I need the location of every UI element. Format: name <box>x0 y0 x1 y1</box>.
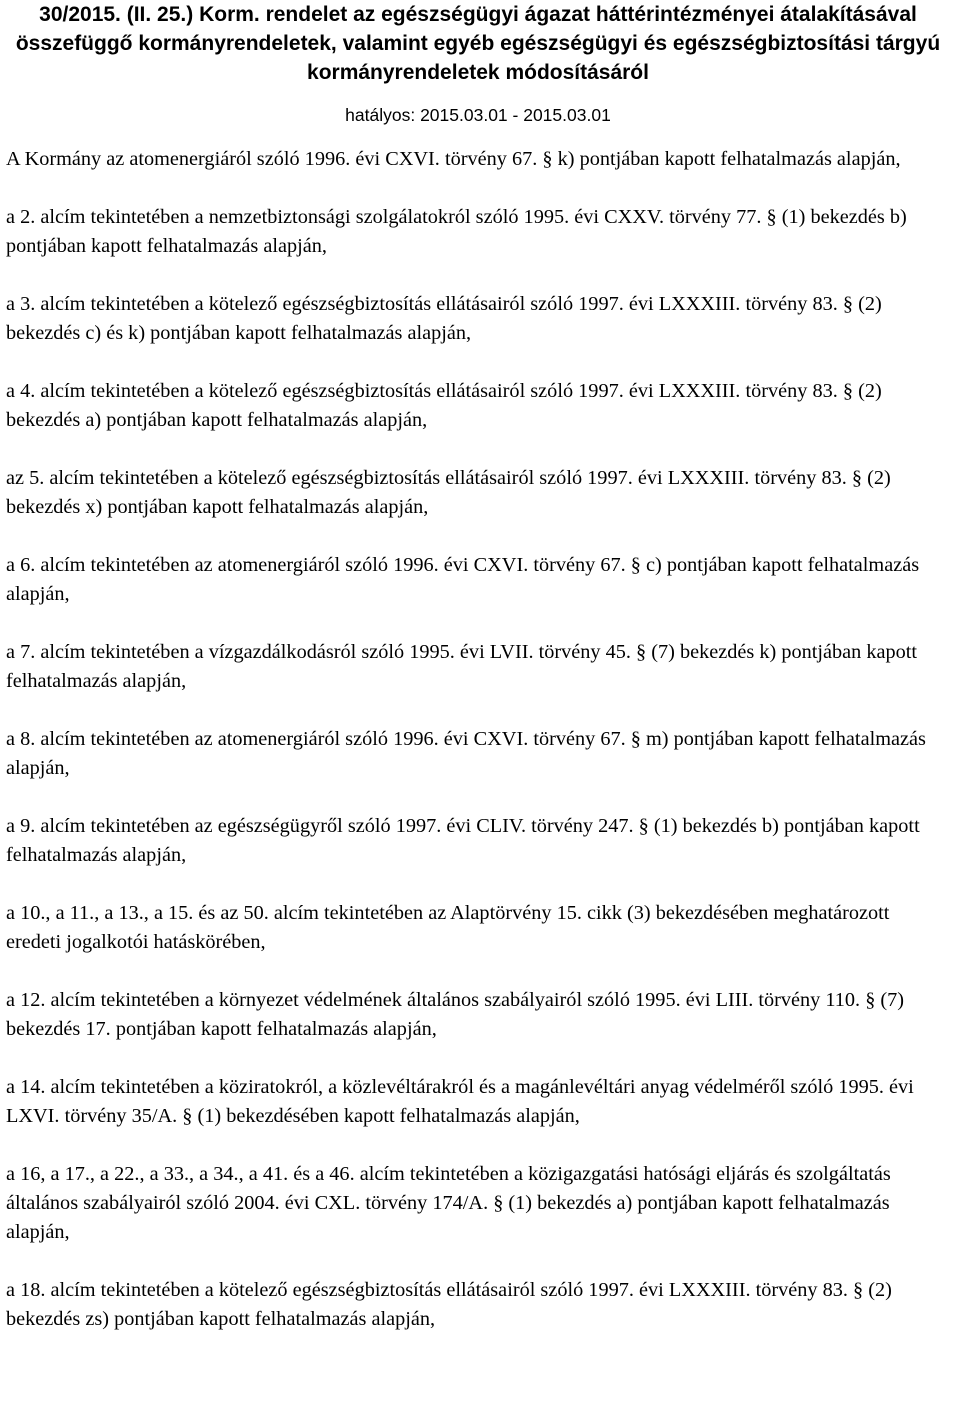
preamble-paragraph: a 16, a 17., a 22., a 33., a 34., a 41. és a 46. alcím tekintetében a közigazgatási hatósági eljárás és szolgáltatás általános szabályairól szóló 2004. évi CXL. törvény 174/A. § (1) bekezdés a) pontjában kapott felhatalmazás alapján, <box>6 1163 891 1243</box>
document-page <box>6 0 950 1363</box>
preamble-paragraph: a 3. alcím tekintetében a kötelező egészségbiztosítás ellátásairól szóló 1997. évi LXXXIII. törvény 83. § (2) bekezdés c) és k) pontjában kapott felhatalmazás alapján, <box>6 293 882 344</box>
validity-dates: hatályos: 2015.03.01 - 2015.03.01 <box>345 105 611 125</box>
preamble-paragraph: a 8. alcím tekintetében az atomenergiáról szóló 1996. évi CXVI. törvény 67. § m) pontjában kapott felhatalmazás alapján, <box>6 728 926 779</box>
preamble-paragraph: a 12. alcím tekintetében a környezet védelmének általános szabályairól szóló 1995. évi LIII. törvény 110. § (7) bekezdés 17. pontjában kapott felhatalmazás alapján, <box>6 989 905 1040</box>
preamble-paragraph: a 14. alcím tekintetében a köziratokról, a közlevéltárakról és a magánlevéltári anyag védelméről szóló 1995. évi LXVI. törvény 35/A. § (1) bekezdésében kapott felhatalmazás alapján, <box>6 1076 914 1127</box>
preamble-paragraph: a 7. alcím tekintetében a vízgazdálkodásról szóló 1995. évi LVII. törvény 45. § (7) bekezdés k) pontjában kapott felhatalmazás alapján, <box>6 641 918 692</box>
preamble-paragraph: a 2. alcím tekintetében a nemzetbiztonsági szolgálatokról szóló 1995. évi CXXV. törvény 77. § (1) bekezdés b) pontjában kapott felhatalmazás alapján, <box>6 206 907 257</box>
preamble-paragraph: a 10., a 11., a 13., a 15. és az 50. alcím tekintetében az Alaptörvény 15. cikk (3) bekezdésében meghatározott eredeti jogalkotói hatáskörében, <box>6 902 890 953</box>
preamble-paragraph: a 6. alcím tekintetében az atomenergiáról szóló 1996. évi CXVI. törvény 67. § c) pontjában kapott felhatalmazás alapján, <box>6 554 920 605</box>
preamble-paragraph: a 9. alcím tekintetében az egészségügyről szóló 1997. évi CLIV. törvény 247. § (1) bekezdés b) pontjában kapott felhatalmazás alapján, <box>6 815 920 866</box>
preamble-paragraph: A Kormány az atomenergiáról szóló 1996. évi CXVI. törvény 67. § k) pontjában kapott felhatalmazás alapján, <box>6 148 901 170</box>
preamble <box>6 145 950 1334</box>
document-title: 30/2015. (II. 25.) Korm. rendelet az egészségügyi ágazat háttérintézményei átalakításával összefüggő kormányrendeletek, valamint egyéb egészségügyi és egészségbiztosítási tárgyú kormányrendeletek módosításáról <box>15 3 941 84</box>
preamble-paragraph: a 4. alcím tekintetében a kötelező egészségbiztosítás ellátásairól szóló 1997. évi LXXXIII. törvény 83. § (2) bekezdés a) pontjában kapott felhatalmazás alapján, <box>6 380 882 431</box>
preamble-paragraph: a 18. alcím tekintetében a kötelező egészségbiztosítás ellátásairól szóló 1997. évi LXXXIII. törvény 83. § (2) bekezdés zs) pontjában kapott felhatalmazás alapján, <box>6 1279 892 1330</box>
preamble-paragraph: az 5. alcím tekintetében a kötelező egészségbiztosítás ellátásairól szóló 1997. évi LXXXIII. törvény 83. § (2) bekezdés x) pontjában kapott felhatalmazás alapján, <box>6 467 891 518</box>
